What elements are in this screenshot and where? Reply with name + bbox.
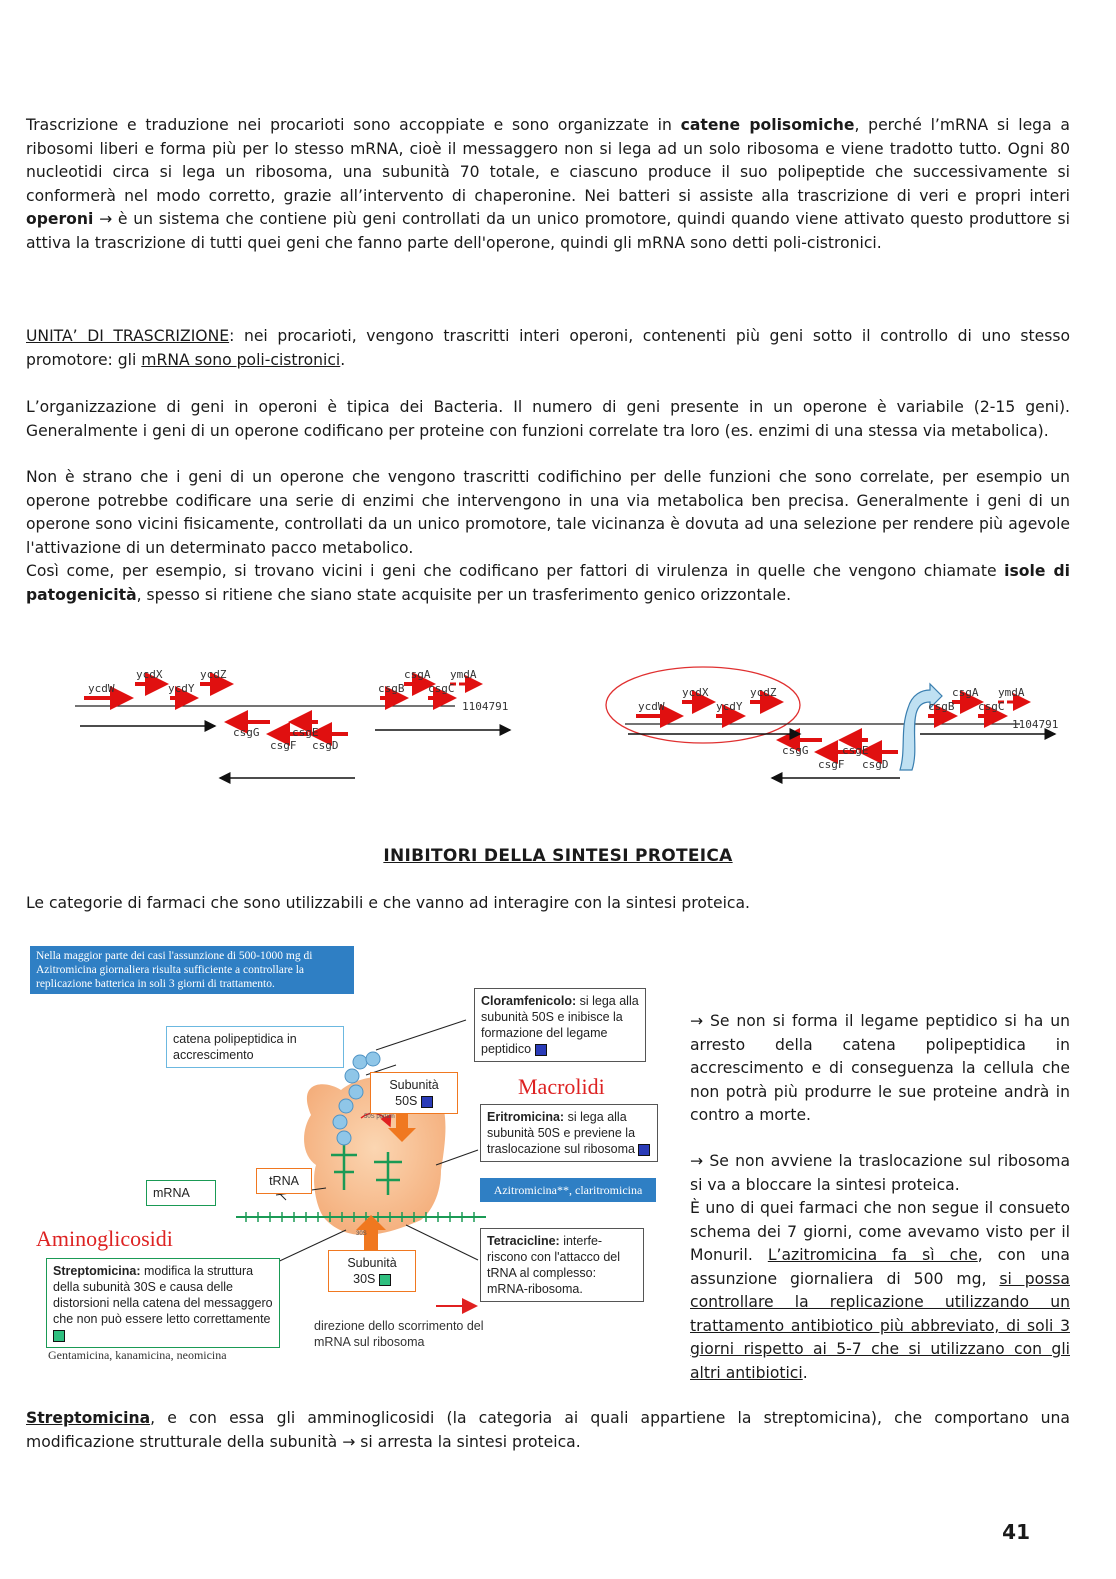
bold-term: operoni bbox=[26, 210, 94, 228]
right-paragraph-legame: → Se non si forma il legame peptidico si ha un arresto della catena polipeptidica in accrescimento e di conseguenza la cellula che non potrà più produrre le sue proteine andrà in contro a morte. bbox=[690, 1012, 1070, 1124]
portion-label: 50S portion bbox=[364, 1114, 395, 1120]
paragraph-polisomiche bbox=[26, 114, 1070, 255]
bold-term: catene polisomiche bbox=[680, 116, 855, 134]
blue-square-icon bbox=[535, 1044, 547, 1056]
blue-square-icon bbox=[421, 1096, 433, 1108]
cloramfenicolo-box bbox=[474, 988, 646, 1062]
gene-label: csgE bbox=[292, 726, 319, 739]
macrolidi-heading: Macrolidi bbox=[518, 1074, 605, 1099]
drug-description: si lega alla subunità 50S e inibisce la formazione del legame peptidico bbox=[481, 994, 639, 1056]
paragraph-unita-trascrizione bbox=[26, 325, 1070, 372]
paragraph-operoni: L’organizzazione di geni in operoni è tipica dei Bacteria. Il numero di geni presente in un operone è variabile (2-15 geni). Generalmente i geni di un operone codificano per proteine con funzioni correlate tra loro (es. enzimi di una stessa via metabolica). bbox=[26, 398, 1070, 440]
drug-description: modifica la struttura della subunità 30S e causa delle distorsioni nella catena del messaggero che non può essere letto correttamente bbox=[53, 1264, 273, 1326]
text: , perché l’mRNA si lega a ribosomi liberi e forma più per lo stesso mRNA, cioè il messaggero non si lega ad un solo ribosoma e viene tradotto tutto. Ogni 80 nucleotidi circa si lega un ribosoma, una subunità 70 totale, e ciascuno produce il suo polipeptide che successivamente si conformerà nel modo corretto, grazie all’intervento di chaperonine. Nei batteri si assiste alla trascrizione di veri e propri interi bbox=[26, 116, 1070, 205]
gene-label: ymdA bbox=[450, 668, 477, 681]
green-square-icon bbox=[53, 1330, 65, 1342]
gene-label: ycdW bbox=[638, 700, 665, 713]
drug-description: interfe- riscono con l'attacco del tRNA al complesso: mRNA-ribosoma. bbox=[487, 1234, 621, 1296]
right-paragraph-azitromicina bbox=[690, 1197, 1070, 1385]
gene-label: csgA bbox=[952, 686, 979, 699]
page-number: 41 bbox=[1002, 1520, 1030, 1544]
text: Così come, per esempio, si trovano vicini i geni che codificano per fattori di virulenza in quelle che vengono chiamate bbox=[26, 562, 1005, 580]
gene-label: csgE bbox=[842, 744, 869, 757]
text: È uno di quei farmaci che non segue il consueto schema dei 7 giorni, come avevamo visto per il Monuril. bbox=[690, 1199, 1070, 1264]
drug-name: Eritromicina: bbox=[487, 1110, 565, 1124]
streptomicina-box bbox=[46, 1258, 280, 1348]
subunit-label: Subunità 30S bbox=[347, 1256, 397, 1286]
text: , e con essa gli amminoglicosidi (la categoria ai quali appartiene la streptomicina), che comportano una modificazione strutturale della subunità → si arresta la sintesi proteica. bbox=[26, 1409, 1070, 1451]
gene-label: ycdY bbox=[716, 700, 743, 713]
bold-term: isole di patogenicità bbox=[26, 562, 1070, 604]
subunita-30s-box bbox=[328, 1250, 416, 1292]
gene-label: csgC bbox=[978, 700, 1005, 713]
drug-description: si lega alla subunità 50S e previene la traslocazione sul ribosoma bbox=[487, 1110, 636, 1156]
coordinate-label: 1104791 bbox=[462, 700, 509, 713]
section-heading: INIBITORI DELLA SINTESI PROTEICA bbox=[383, 846, 733, 866]
antibiotic-figure bbox=[26, 940, 666, 1370]
bold-term: Streptomicina bbox=[26, 1409, 151, 1427]
operon-diagram-right bbox=[600, 660, 1070, 790]
azitromicina-note: Nella maggior parte dei casi l'assunzione di 500-1000 mg di Azitromicina giornaliera risulta sufficiente a controllare la replicazione batterica in soli 3 giorni di trattamento. bbox=[30, 946, 354, 994]
catena-box: catena polipeptidica in accrescimento bbox=[166, 1026, 344, 1068]
trna-box: tRNA bbox=[256, 1168, 312, 1194]
text: , spesso si ritiene che siano state acquisite per un trasferimento genico orizzontale. bbox=[136, 585, 792, 604]
gene-label: csgG bbox=[782, 744, 809, 757]
right-paragraph-traslocazione: → Se non avviene la traslocazione sul ribosoma si va a bloccare la sintesi proteica. bbox=[690, 1152, 1070, 1194]
text: , con una assunzione giornaliera di 500 mg, bbox=[690, 1246, 1070, 1288]
gene-label: csgC bbox=[428, 682, 455, 695]
gene-label: csgF bbox=[818, 758, 845, 771]
mrna-box: mRNA bbox=[146, 1180, 216, 1206]
subunita-50s-box bbox=[370, 1072, 458, 1114]
drug-name: Streptomicina: bbox=[53, 1264, 141, 1278]
gene-label: ycdX bbox=[136, 668, 163, 681]
gene-label: csgB bbox=[928, 700, 955, 713]
drug-name: Tetracicline: bbox=[487, 1234, 560, 1248]
gene-label: ycdW bbox=[88, 682, 115, 695]
azitromicina-label: Azitromicina**, claritromicina bbox=[480, 1178, 656, 1202]
subunit-label: Subunità 50S bbox=[389, 1078, 439, 1108]
tetracicline-box bbox=[480, 1228, 644, 1302]
gene-label: ycdX bbox=[682, 686, 709, 699]
gene-label: csgA bbox=[404, 668, 431, 681]
operon-diagram-left bbox=[70, 660, 530, 790]
paragraph-patogenicita bbox=[26, 560, 1070, 607]
eritromicina-box bbox=[480, 1104, 658, 1162]
gene-label: csgB bbox=[378, 682, 405, 695]
subunit-30s-tag: 30S bbox=[356, 1231, 367, 1237]
gene-label: ycdZ bbox=[200, 668, 227, 681]
underlined-term: UNITA’ DI TRASCRIZIONE bbox=[26, 327, 230, 345]
direzione-label: direzione dello scorrimento del mRNA sul ribosoma bbox=[314, 1319, 484, 1349]
aminoglicosidi-heading: Aminoglicosidi bbox=[36, 1226, 173, 1251]
text: → è un sistema che contiene più geni controllati da un unico promotore, quindi quando viene attivato questo produttore si attiva la trascrizione di tutti quei geni che fanno parte dell'operone, quindi gli mRNA sono detti poli-cistronici. bbox=[26, 210, 1070, 252]
gene-label: csgF bbox=[270, 739, 297, 752]
gene-label: csgG bbox=[233, 726, 260, 739]
underlined-text: L’azitromicina fa sì che bbox=[767, 1246, 978, 1264]
text: . bbox=[340, 350, 346, 369]
intro-text: Le categorie di farmaci che sono utilizzabili e che vanno ad interagire con la sintesi proteica. bbox=[26, 894, 750, 912]
underlined-text: si possa controllare la replicazione utilizzando un trattamento antibiotico più abbreviato, di soli 3 giorni rispetto ai 5-7 che si utilizzano con gli altri antibiotici bbox=[690, 1269, 1070, 1382]
coordinate-label: 1104791 bbox=[1012, 718, 1059, 731]
blue-square-icon bbox=[638, 1144, 650, 1156]
drug-name: Cloramfenicolo: bbox=[481, 994, 577, 1008]
gene-label: csgD bbox=[312, 739, 339, 752]
text: . bbox=[802, 1363, 808, 1382]
gene-label: csgD bbox=[862, 758, 889, 771]
gene-label: ycdZ bbox=[750, 686, 777, 699]
text: : nei procarioti, vengono trascritti interi operoni, contenenti più geni sotto il controllo di uno stesso promotore: gli bbox=[26, 327, 1070, 369]
paragraph-geni-correlati: Non è strano che i geni di un operone che vengono trascritti codifichino per delle funzioni che sono correlate, per esempio un operone potrebbe codificare una serie di enzimi che intervengono in una via metabolica ben precisa. Generalmente i geni di un operone sono vicini fisicamente, controllati da un unico promotore, tale vicinanza è dovuta ad una selezione per rendere più agevole l'attivazione di un determinato pacco metabolico. bbox=[26, 468, 1070, 557]
green-square-icon bbox=[379, 1274, 391, 1286]
paragraph-streptomicina bbox=[26, 1407, 1070, 1454]
gene-label: ycdY bbox=[168, 682, 195, 695]
gentamicina-label: Gentamicina, kanamicina, neomicina bbox=[48, 1348, 227, 1362]
text: Trascrizione e traduzione nei procarioti sono accoppiate e sono organizzate in bbox=[26, 116, 681, 134]
underlined-term: mRNA sono poli-cistronici bbox=[141, 350, 341, 369]
gene-label: ymdA bbox=[998, 686, 1025, 699]
